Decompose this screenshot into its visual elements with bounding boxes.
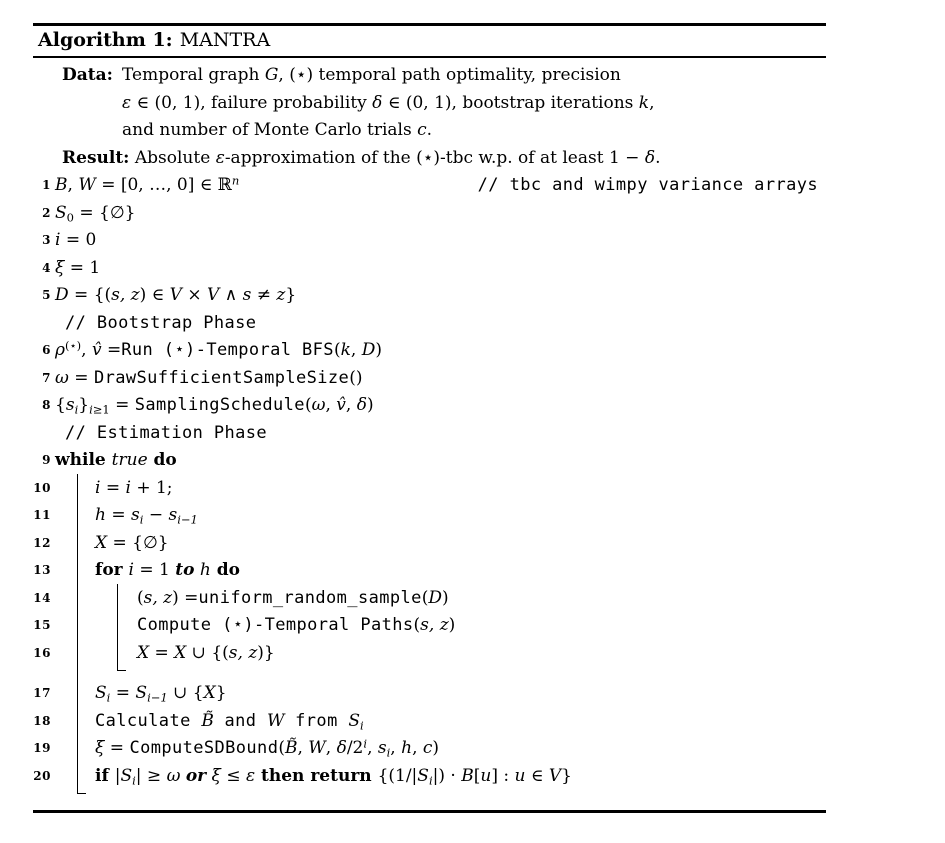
text-seg: , <box>67 175 79 195</box>
text-seg: ( <box>278 738 285 758</box>
line-number: 4 <box>42 260 51 275</box>
algo-line-8 <box>0 392 945 420</box>
data-spec-cont <box>0 90 945 118</box>
text-seg: ) <box>442 587 449 608</box>
algo-line-1 <box>0 172 945 200</box>
text-seg: {(1/| <box>377 765 418 786</box>
math-var: true <box>111 450 148 470</box>
line-number: 19 <box>33 741 51 755</box>
algo-line-14 <box>0 585 945 613</box>
math-var: v̂ <box>91 340 102 360</box>
text-seg: } <box>78 395 90 415</box>
text-seg: − <box>143 505 169 525</box>
code-seg: DrawSufficientSampleSize <box>93 367 350 388</box>
code-seg: uniform_random_sample <box>198 587 422 608</box>
text-seg: . <box>655 147 661 168</box>
line-number: 14 <box>33 590 51 605</box>
script-letter: W <box>267 710 285 731</box>
script-letter: X <box>137 642 150 663</box>
algorithm-body <box>0 62 945 790</box>
line-number: 17 <box>33 686 51 700</box>
text-seg: ≤ <box>220 765 246 786</box>
script-letter: X <box>95 532 108 553</box>
math-var: k <box>638 92 650 113</box>
code-seg: ComputeSDBound <box>129 738 279 758</box>
code-seg: SamplingSchedule <box>134 395 305 415</box>
math-var: v̂ <box>336 395 346 415</box>
text-seg: /2 <box>346 738 364 758</box>
math-var: ω <box>55 367 69 388</box>
text-seg: , <box>345 395 357 415</box>
script-letter: W <box>78 175 96 195</box>
text-seg: + 1; <box>130 477 173 498</box>
algo-line-16 <box>0 640 945 668</box>
text-seg: and number of Monte Carlo trials <box>122 120 418 140</box>
algo-line-7 <box>0 365 945 393</box>
code-seg: Run (⋆)-Temporal BFS <box>121 340 334 360</box>
algorithm-title-label: Algorithm 1: <box>38 29 173 51</box>
text-seg: . <box>426 120 433 140</box>
text-seg: , <box>350 340 362 360</box>
math-var: ε <box>245 765 256 786</box>
algorithm-title <box>38 25 270 55</box>
subscript: i−1 <box>177 512 198 527</box>
algo-line-3 <box>0 227 945 255</box>
text-seg: = <box>105 505 132 525</box>
math-var: s <box>65 395 75 415</box>
text-seg: Absolute <box>129 147 216 168</box>
script-letter: S <box>135 683 148 703</box>
line-number: 18 <box>33 713 51 728</box>
text-seg: [ <box>473 765 481 786</box>
algo-line-18 <box>0 708 945 736</box>
math-var: ρ <box>55 340 65 360</box>
text-seg: , <box>81 340 92 360</box>
math-var: i <box>55 230 61 250</box>
line-number: 15 <box>33 618 51 632</box>
text-seg: ( <box>304 395 312 415</box>
mid-rule <box>33 56 826 58</box>
script-letter: B̃ <box>201 710 214 731</box>
text-seg: = <box>149 642 175 663</box>
math-var: ε <box>215 147 225 168</box>
math-var: i <box>128 560 134 580</box>
algo-line-5 <box>0 282 945 310</box>
text-seg: ∈ (0, 1), failure probability <box>131 92 373 113</box>
math-var: s, z <box>420 615 449 635</box>
text-seg: , <box>390 738 402 758</box>
result-spec-line <box>0 145 945 173</box>
subscript: 0 <box>66 210 74 224</box>
math-var: i <box>95 477 101 498</box>
data-spec-cont <box>0 117 945 145</box>
math-var: h <box>95 505 106 525</box>
line-number: 1 <box>42 178 51 192</box>
algo-line-11 <box>0 502 945 530</box>
math-var: u <box>480 765 492 786</box>
text-seg: ) <box>432 738 440 758</box>
text-seg: () <box>349 367 363 388</box>
text-seg: , <box>325 395 337 415</box>
math-var: s <box>168 505 178 525</box>
line-number: 9 <box>42 453 51 467</box>
subscript: i <box>74 402 79 417</box>
script-letter: G <box>264 65 279 85</box>
text-seg: = [0, …, 0] ∈ ℝ <box>95 175 232 195</box>
keyword-seg: if <box>95 765 115 786</box>
script-letter: B <box>461 765 474 786</box>
math-var: δ <box>336 738 347 758</box>
text-seg: | <box>114 765 121 786</box>
algo-line-10 <box>0 475 945 503</box>
text-seg: , <box>367 738 378 758</box>
math-var: u <box>514 765 526 786</box>
subscript: i <box>106 690 111 705</box>
text-seg: ≠ <box>251 285 277 305</box>
text-seg: -approximation of the (⋆)-tbc w.p. of at least 1 − <box>224 147 645 168</box>
code-seg: Compute (⋆)-Temporal Paths <box>137 615 414 635</box>
code-seg: // Bootstrap Phase <box>65 312 257 333</box>
text-seg: ) <box>375 340 382 360</box>
math-var: V <box>548 765 562 786</box>
math-var: V <box>207 285 220 305</box>
text-seg: )} <box>257 642 275 663</box>
bottom-rule <box>33 810 826 813</box>
line-number: 16 <box>33 645 51 660</box>
keyword-seg: for <box>95 560 129 580</box>
math-var: c <box>417 120 427 140</box>
subscript: i−1 <box>147 690 168 705</box>
math-var: s <box>377 738 387 758</box>
text-seg: , <box>412 738 423 758</box>
line-number: 5 <box>42 288 51 302</box>
line-number: 20 <box>33 768 51 783</box>
text-seg: ) <box>448 615 456 635</box>
text-seg: ∧ <box>219 285 243 305</box>
text-seg: , (⋆) temporal path optimality, precision <box>278 65 621 85</box>
script-letter: S <box>95 683 107 703</box>
text-seg: ( <box>421 587 429 608</box>
line-number: 2 <box>42 205 51 220</box>
script-letter: S <box>348 710 360 731</box>
code-seg: from <box>284 710 349 731</box>
keyword-seg: then return <box>255 765 378 786</box>
superscript: i <box>363 736 368 751</box>
math-var: s <box>131 505 140 525</box>
line-number: 8 <box>42 398 51 412</box>
text-seg: = <box>68 367 94 388</box>
algo-line-17 <box>0 680 945 708</box>
script-letter: B̃ <box>284 738 298 758</box>
algo-line-13 <box>0 557 945 585</box>
script-letter: S <box>55 202 67 223</box>
text-seg: ∪ {( <box>186 642 229 663</box>
subscript: i <box>428 773 433 787</box>
text-seg: ( <box>333 340 341 360</box>
script-letter: W <box>308 738 326 758</box>
result-label: Result: <box>62 147 130 168</box>
algo-line-20 <box>0 763 945 791</box>
text-seg: | ≥ <box>135 765 167 786</box>
subscript: i <box>139 512 144 527</box>
text-seg: { <box>55 395 66 415</box>
text-seg: ) ∈ <box>139 285 170 305</box>
subscript: i <box>132 773 136 787</box>
math-var: δ <box>372 92 383 113</box>
text-seg: , <box>297 738 309 758</box>
text-seg: Temporal graph <box>122 65 265 85</box>
math-var: ξ <box>211 765 221 786</box>
line-number: 7 <box>42 370 51 385</box>
math-var: s, z <box>143 587 173 608</box>
subscript: i <box>386 745 391 760</box>
math-var: ε <box>122 92 132 113</box>
algo-line-19 <box>0 735 945 763</box>
line-number: 12 <box>33 535 51 550</box>
math-var: c <box>422 738 433 758</box>
text-seg: } <box>561 765 572 786</box>
algorithm-title-name: MANTRA <box>179 29 271 51</box>
algo-line-2 <box>0 200 945 228</box>
inline-comment: // tbc and wimpy variance arrays <box>477 175 818 195</box>
keyword-seg: do <box>210 560 240 580</box>
text-seg: ∈ <box>525 765 549 786</box>
text-seg: = <box>104 738 130 758</box>
math-var: s, z <box>228 642 258 663</box>
line-number: 11 <box>33 508 51 522</box>
subscript: i <box>89 402 93 417</box>
script-letter: D <box>361 340 376 360</box>
text-seg: ] : <box>491 765 515 786</box>
superscript: n <box>231 173 240 188</box>
math-var: δ <box>644 147 656 168</box>
text-seg: ) <box>366 395 374 415</box>
subscript: i <box>360 718 364 732</box>
text-seg: ) = <box>172 587 199 608</box>
code-seg: // Estimation Phase <box>65 422 268 443</box>
keyword-seg: do <box>147 450 177 470</box>
math-var: s, z <box>111 285 140 305</box>
math-var: k <box>340 340 351 360</box>
keyword-seg: to <box>175 560 195 580</box>
algo-line-4 <box>0 255 945 283</box>
phase-comment <box>0 420 945 448</box>
while-block-indent-bar <box>77 474 86 794</box>
superscript: (⋆) <box>65 338 82 353</box>
text-seg: = {∅} <box>73 202 136 223</box>
keyword-seg: or <box>185 765 207 786</box>
text-seg: = {∅} <box>107 532 169 553</box>
algo-line-6 <box>0 337 945 365</box>
keyword-seg: while <box>55 450 112 470</box>
script-letter: S <box>417 765 429 786</box>
math-var: ξ <box>55 257 65 278</box>
code-seg: and <box>213 710 268 731</box>
math-var: ω <box>311 395 326 415</box>
text-seg: ( <box>413 615 421 635</box>
script-letter: X <box>174 642 187 663</box>
math-var: h <box>401 738 413 758</box>
text-seg: = {( <box>68 285 112 305</box>
text-seg: = 0 <box>60 230 97 250</box>
text-seg: } <box>285 285 297 305</box>
math-var: z <box>276 285 286 305</box>
script-letter: S <box>120 765 133 786</box>
math-var: s <box>242 285 252 305</box>
script-letter: D <box>428 587 443 608</box>
text-seg: = <box>101 340 122 360</box>
text-seg: , <box>649 92 655 113</box>
subscript: ≥1 <box>92 402 110 417</box>
text-seg: = 1 <box>133 560 176 580</box>
text-seg: = <box>109 395 135 415</box>
phase-comment <box>0 310 945 338</box>
text-seg: ∈ (0, 1), bootstrap iterations <box>382 92 639 113</box>
data-label: Data: <box>62 65 113 85</box>
line-number: 13 <box>33 563 51 577</box>
text-seg: = <box>100 477 126 498</box>
line-number: 6 <box>42 343 51 357</box>
for-block-indent-bar <box>117 584 126 671</box>
algo-line-15 <box>0 612 945 640</box>
math-var: δ <box>356 395 367 415</box>
line-number: 10 <box>33 480 51 495</box>
script-letter: D <box>55 285 69 305</box>
data-spec-line <box>0 62 945 90</box>
text-seg: , <box>325 738 337 758</box>
script-letter: X <box>203 683 216 703</box>
text-seg: = 1 <box>64 257 101 278</box>
algo-line-12 <box>0 530 945 558</box>
math-var: V <box>169 285 182 305</box>
line-number: 3 <box>42 233 51 247</box>
math-var: h <box>199 560 211 580</box>
code-seg: Calculate <box>95 710 202 731</box>
text-seg: ∪ { <box>167 683 204 703</box>
text-seg: } <box>215 683 227 703</box>
text-seg: × <box>181 285 208 305</box>
math-var: i <box>125 477 131 498</box>
text-seg: ( <box>137 587 144 608</box>
algo-line-9 <box>0 447 945 475</box>
math-var: ω <box>166 765 181 786</box>
math-var: ξ <box>95 738 105 758</box>
text-seg: = <box>110 683 136 703</box>
script-letter: B <box>55 175 68 195</box>
text-seg: |) · <box>432 765 462 786</box>
